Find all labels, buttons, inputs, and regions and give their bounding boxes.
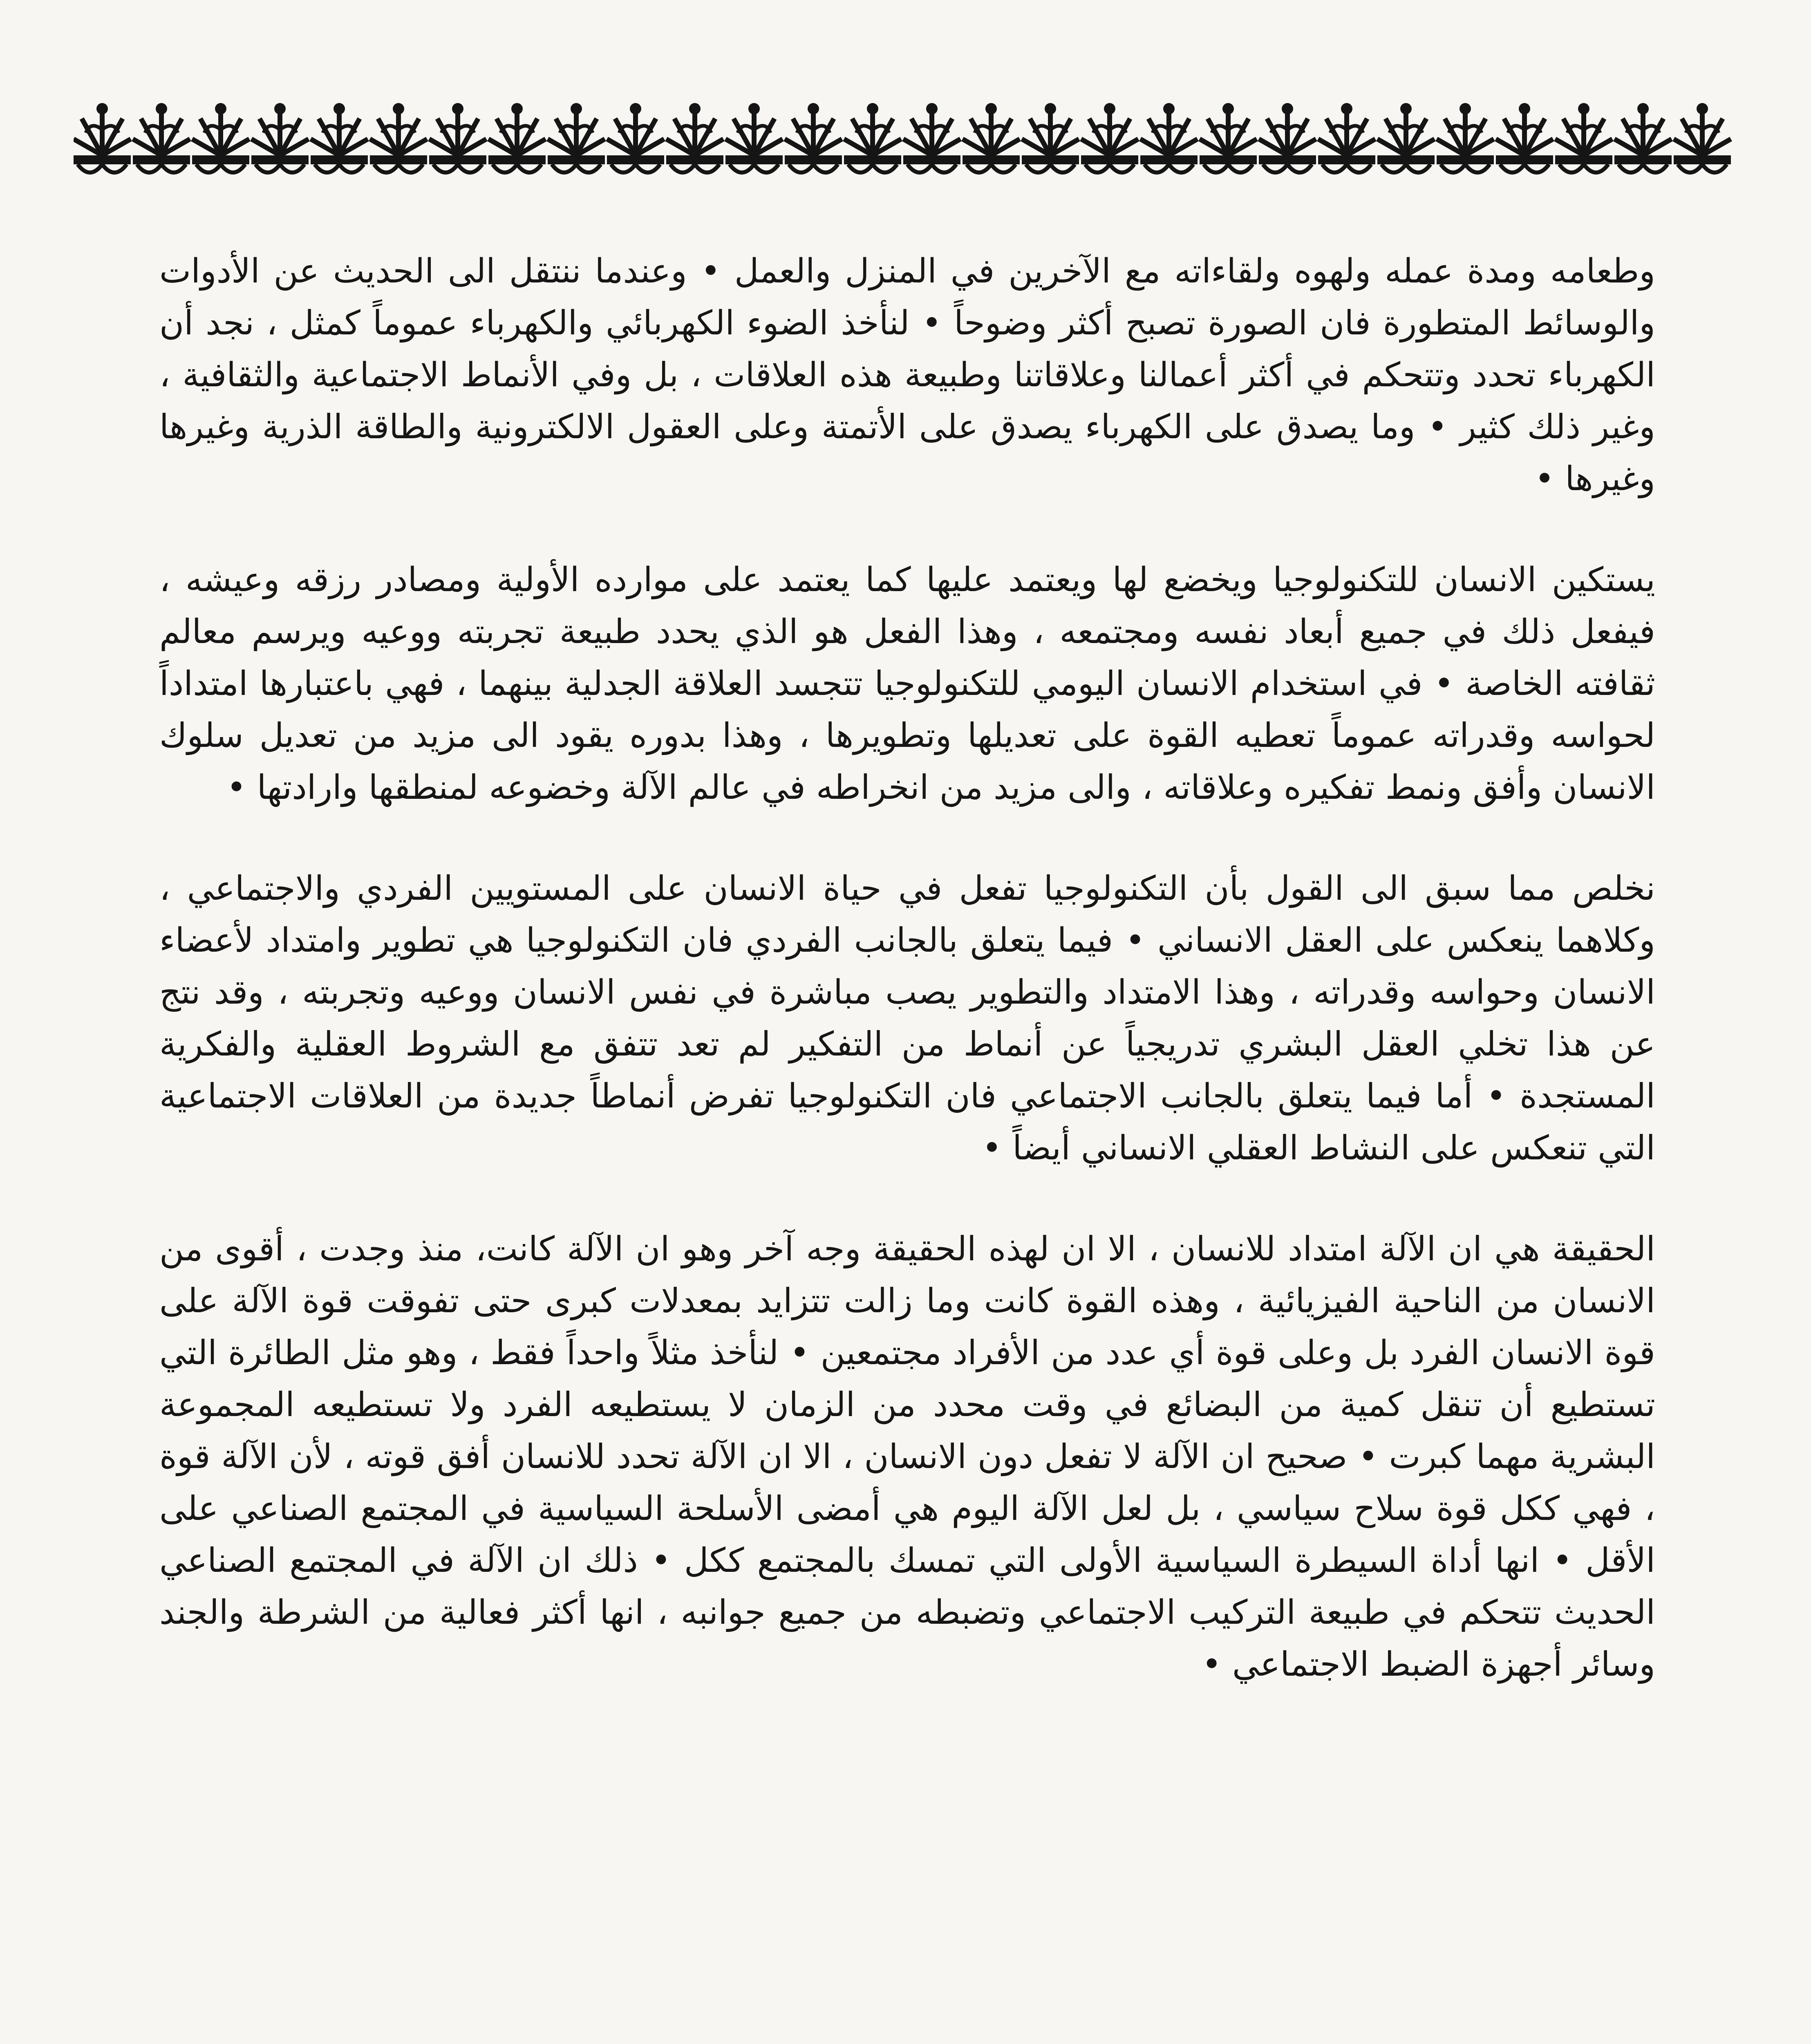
paragraph-4: الحقيقة هي ان الآلة امتداد للانسان ، الا ان لهذه الحقيقة وجه آخر وهو ان الآلة كانت، منذ وجدت ، أقوى من الانسان من الناحية الفيزيائية ، وهذه القوة كانت وما زالت تتزايد بمعدلات كبرى حتى تفوقت قوة الآلة على قوة الانسان الفرد بل وعلى قوة أي عدد من الأفراد مجتمعين • لنأخذ مثلاً واحداً فقط ، وهو مثل الطائرة التي تستطيع أن تنقل كمية من البضائع في وقت محدد من الزمان لا يستطيعه الفرد ولا تستطيعه المجموعة البشرية مهما كبرت • صحيح ان الآلة لا تفعل دون الانسان ، الا ان الآلة تحدد للانسان أفق قوته ، لأن الآلة قوة ، فهي ككل قوة سلاح سياسي ، بل لعل الآلة اليوم هي أمضى الأسلحة السياسية في المجتمع الصناعي على الأقل • انها أداة السيطرة السياسية الأولى التي تمسك بالمجتمع ككل • ذلك ان الآلة في المجتمع الصناعي الحديث تتحكم في طبيعة التركيب الاجتماعي وتضبطه من جميع جوانبه ، انها أكثر فعالية من الشرطة والجند وسائر أجهزة الضبط الاجتماعي • <box>159 1230 1655 1684</box>
paragraph-3: نخلص مما سبق الى القول بأن التكنولوجيا تفعل في حياة الانسان على المستويين الفردي والاجتماعي ، وكلاهما ينعكس على العقل الانساني • فيما يتعلق بالجانب الفردي فان التكنولوجيا هي تطوير وامتداد لأعضاء الانسان وحواسه وقدراته ، وهذا الامتداد والتطوير يصب مباشرة في نفس الانسان ووعيه وتجربته ، وقد نتج عن هذا تخلي العقل البشري تدريجياً عن أنماط من التفكير لم تعد تتفق مع الشروط العقلية والفكرية المستجدة • أما فيما يتعلق بالجانب الاجتماعي فان التكنولوجيا تفرض أنماطاً جديدة من العلاقات الاجتماعية التي تنعكس على النشاط العقلي الانساني أيضاً • <box>159 869 1655 1168</box>
paragraph-1: وطعامه ومدة عمله ولهوه ولقاءاته مع الآخرين في المنزل والعمل • وعندما ننتقل الى الحديث عن الأدوات والوسائط المتطورة فان الصورة تصبح أكثر وضوحاً • لنأخذ الضوء الكهربائي والكهرباء عموماً كمثل ، نجد أن الكهرباء تحدد وتتحكم في أكثر أعمالنا وعلاقاتنا وطبيعة هذه العلاقات ، بل وفي الأنماط الاجتماعية والثقافية ، وغير ذلك كثير • وما يصدق على الكهرباء يصدق على الأتمتة وعلى العقول الالكترونية والطاقة الذرية وغيرها وغيرها • <box>159 252 1655 498</box>
page-body <box>159 245 1655 1739</box>
floral-border-ornament <box>74 94 1741 192</box>
paragraph-2: يستكين الانسان للتكنولوجيا ويخضع لها ويعتمد عليها كما يعتمد على موارده الأولية ومصادر رزقه وعيشه ، فيفعل ذلك في جميع أبعاد نفسه ومجتمعه ، وهذا الفعل هو الذي يحدد طبيعة تجربته ووعيه ويرسم معالم ثقافته الخاصة • في استخدام الانسان اليومي للتكنولوجيا تتجسد العلاقة الجدلية بينهما ، فهي باعتبارها امتداداً لحواسه وقدراته عموماً تعطيه القوة على تعديلها وتطويرها ، وهذا بدوره يقود الى مزيد من تعديل سلوك الانسان وأفق ونمط تفكيره وعلاقاته ، والى مزيد من انخراطه في عالم الآلة وخضوعه لمنطقها وارادتها • <box>159 560 1655 807</box>
